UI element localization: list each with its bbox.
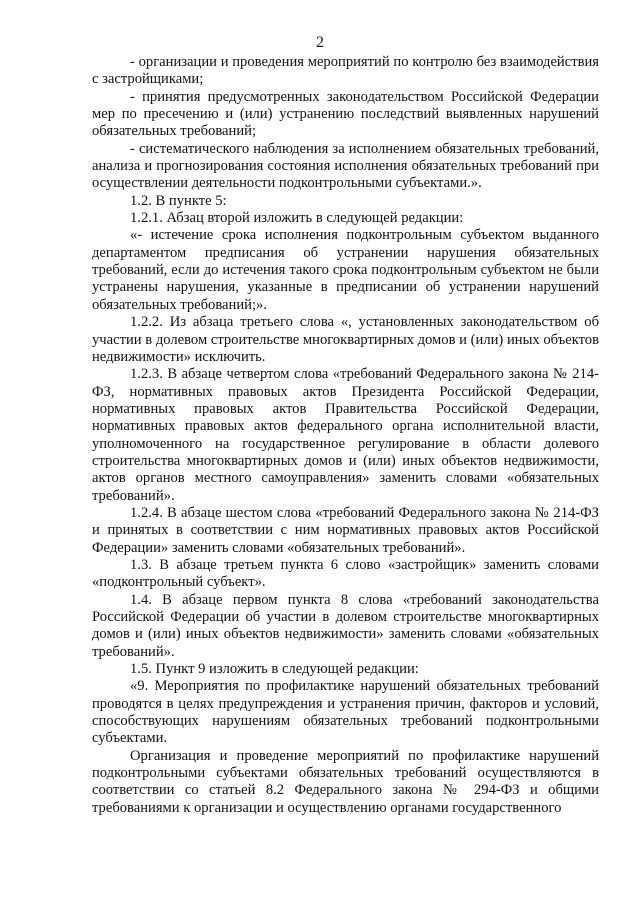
paragraph-1-2-3: 1.2.3. В абзаце четвертом слова «требований Федерального закона № 214-ФЗ, нормативных правовых актов Президента Российской Федерации, нормативных правовых актов Правительства Российской Федерации, нормативных правовых актов федерального органа исполнительной власти, уполномоченного на государственное регулирование в области долевого строительства многоквартирных домов и (или) иных объектов недвижимости, актов органов местного самоуправления» заменить словами «обязательных требований».: [92, 366, 599, 504]
paragraph-quote-9: «9. Мероприятия по профилактике нарушений обязательных требований проводятся в целях предупреждения и устранения причин, факторов и условий, способствующих нарушениям обязательных требований подконтрольными субъектами.: [92, 678, 599, 747]
paragraph-1-4: 1.4. В абзаце первом пункта 8 слова «требований законодательства Российской Федерации об участии в долевом строительстве многоквартирных домов и (или) иных объектов недвижимости» заменить словами «обязательных требований».: [92, 591, 599, 660]
paragraph-1-2-4: 1.2.4. В абзаце шестом слова «требований Федерального закона № 214-ФЗ и принятых в соответствии с ним нормативных правовых актов Российской Федерации» заменить словами «обязательных требований».: [92, 504, 599, 556]
paragraph-quote-1: «- истечение срока исполнения подконтрольным субъектом выданного департаментом предписания об устранении нарушения обязательных требований, если до истечения такого срока подконтрольным субъектом не были устранены нарушения, указанные в предписании об устранении нарушений обязательных требований;».: [92, 227, 599, 313]
paragraph-1-3: 1.3. В абзаце третьем пункта 6 слово «застройщик» заменить словами «подконтрольный субъект».: [92, 556, 599, 591]
paragraph-organization: Организация и проведение мероприятий по профилактике нарушений подконтрольными субъектами обязательных требований осуществляются в соответствии со статьей 8.2 Федерального закона № 294-ФЗ и общими требованиями к организации и осуществлению органами государственного: [92, 747, 599, 816]
paragraph-1-2-2: 1.2.2. Из абзаца третьего слова «, установленных законодательством об участии в долевом строительстве многоквартирных домов и (или) иных объектов недвижимости» исключить.: [92, 314, 599, 365]
paragraph-bullet-1: - организации и проведения мероприятий по контролю без взаимодействия с застройщиками;: [92, 54, 599, 88]
paragraph-bullet-3: - систематического наблюдения за исполнением обязательных требований, анализа и прогнозирования состояния исполнения обязательных требований при осуществлении деятельности подконтрольными субъектами.».: [92, 140, 599, 192]
paragraph-1-2-1: 1.2.1. Абзац второй изложить в следующей редакции:: [130, 210, 464, 227]
paragraph-1-5: 1.5. Пункт 9 изложить в следующей редакции:: [130, 661, 419, 678]
paragraph-bullet-2: - принятия предусмотренных законодательством Российской Федерации мер по пресечению и (или) устранению последствий выявленных нарушений обязательных требований;: [92, 88, 599, 140]
page-number: 2: [316, 34, 324, 51]
paragraph-1-2: 1.2. В пункте 5:: [130, 192, 227, 209]
document-body: [92, 54, 599, 817]
